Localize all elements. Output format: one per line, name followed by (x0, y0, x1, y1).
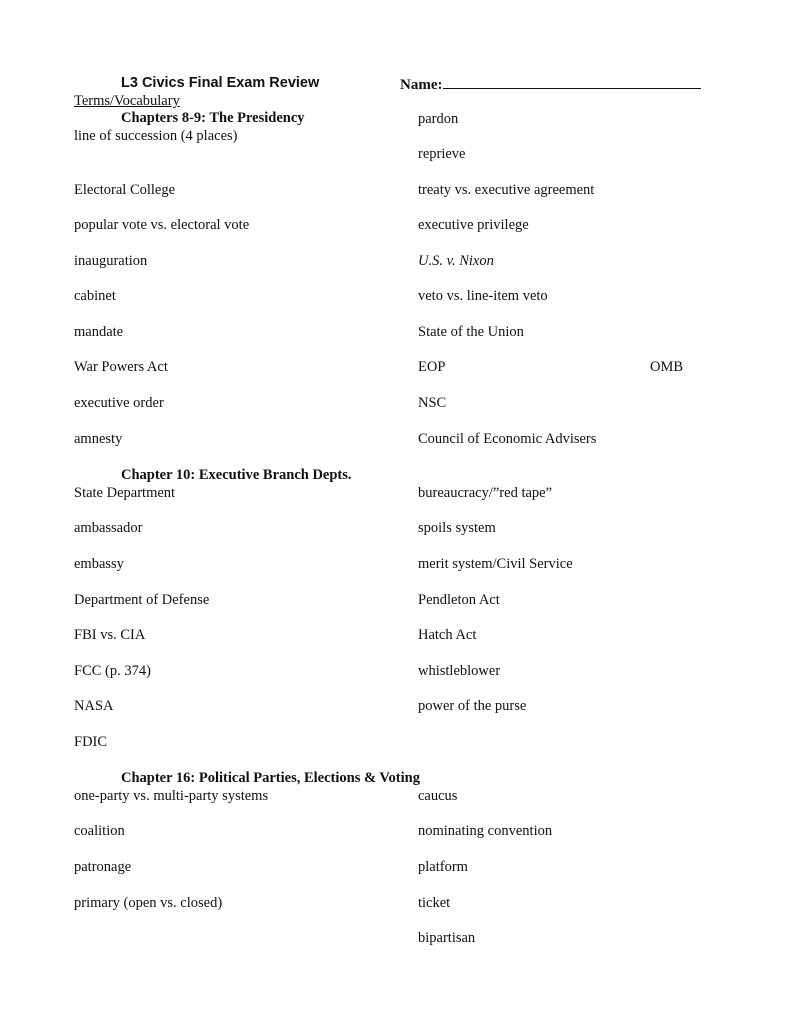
term: Department of Defense (74, 592, 210, 608)
term: line of succession (4 places) (74, 128, 238, 144)
term: spoils system (418, 520, 496, 536)
terms-vocabulary-label: Terms/Vocabulary (74, 93, 180, 109)
section-heading-executive-branch: Chapter 10: Executive Branch Depts. (121, 467, 352, 483)
term: ticket (418, 895, 451, 911)
term: Hatch Act (418, 627, 477, 643)
section-heading-political-parties: Chapter 16: Political Parties, Elections & Voting (121, 770, 420, 786)
term: Pendleton Act (418, 592, 500, 608)
term: EOP (418, 359, 446, 375)
term: FCC (p. 374) (74, 663, 151, 679)
term: patronage (74, 859, 132, 875)
term: OMB (650, 359, 684, 375)
term: reprieve (418, 146, 466, 162)
term: FDIC (74, 734, 108, 750)
term: NASA (74, 698, 114, 714)
term: ambassador (74, 520, 143, 536)
term: FBI vs. CIA (74, 627, 146, 643)
term: Council of Economic Advisers (418, 431, 597, 447)
name-blank-line[interactable] (443, 75, 701, 89)
term: amnesty (74, 431, 123, 447)
term: one-party vs. multi-party systems (74, 788, 269, 804)
name-label: Name: (400, 77, 443, 93)
term: State of the Union (418, 324, 524, 340)
term: whistleblower (418, 663, 501, 679)
term: War Powers Act (74, 359, 168, 375)
term: mandate (74, 324, 124, 340)
term: platform (418, 859, 468, 875)
term: cabinet (74, 288, 116, 304)
name-field[interactable] (400, 75, 701, 94)
term: Electoral College (74, 182, 176, 198)
term: primary (open vs. closed) (74, 895, 223, 911)
term: State Department (74, 485, 176, 501)
term: merit system/Civil Service (418, 556, 573, 572)
term: nominating convention (418, 823, 553, 839)
term: popular vote vs. electoral vote (74, 217, 250, 233)
term: pardon (418, 111, 459, 127)
term: embassy (74, 556, 124, 572)
term: treaty vs. executive agreement (418, 182, 595, 198)
term: caucus (418, 788, 458, 804)
term-case-name: U.S. v. Nixon (418, 253, 494, 269)
term: power of the purse (418, 698, 527, 714)
term: executive privilege (418, 217, 529, 233)
term: inauguration (74, 253, 148, 269)
term: coalition (74, 823, 125, 839)
term: bipartisan (418, 930, 476, 946)
term: NSC (418, 395, 447, 411)
section-heading-presidency: Chapters 8-9: The Presidency (121, 110, 305, 126)
term: veto vs. line-item veto (418, 288, 548, 304)
document-title: L3 Civics Final Exam Review (121, 75, 320, 91)
term: executive order (74, 395, 164, 411)
term: bureaucracy/”red tape” (418, 485, 553, 501)
